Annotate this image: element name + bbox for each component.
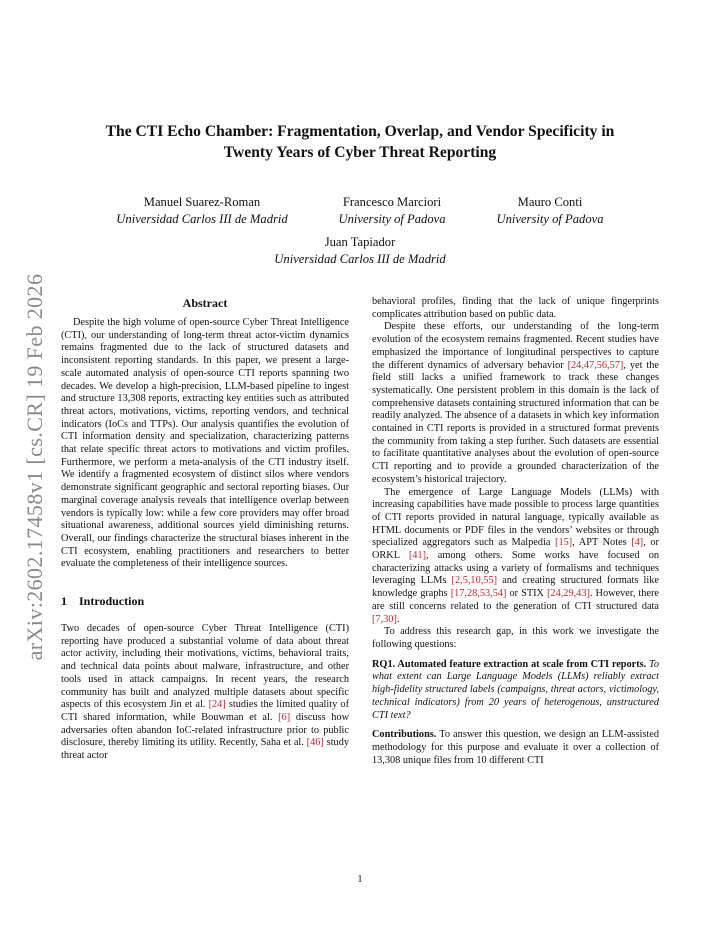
author-affiliation: University of Padova xyxy=(496,212,604,226)
text-run: . xyxy=(396,613,400,625)
citation-link[interactable]: [15] xyxy=(555,537,573,549)
text-run: , among others. Some works have focused on characterizing attacks using a variety of formalisms and techniques leveraging LLMs xyxy=(372,550,659,587)
author-affiliation: Universidad Carlos III de Madrid xyxy=(274,252,446,266)
contributions-text: To answer this question, we design an LLM-assisted methodology for this purpose and evaluate it over a collection of 13,308 unique files from 10 different CTI xyxy=(372,729,659,766)
citation-link[interactable]: [6] xyxy=(278,711,291,723)
text-run: . However, there are still concerns related to the generation of CTI structured data xyxy=(372,588,660,612)
author-3 xyxy=(476,194,624,228)
abstract-text: Despite the high volume of open-source Cyber Threat Intelligence (CTI), our understanding of long-term threat actor-victim dynamics remains fragmented due to the lack of structured datasets and inconsistent reporting standards. In this paper, we present a large-scale automated analysis of open-source CTI reports spanning two decades. We develop a high-precision, LLM-based pipeline to ingest and structure 13,308 reports, extracting key entities such as attributed threat actors, motivations, victims, reporting vendors, and technical indicators (IoCs and TTPs). Our analysis quantifies the evolution of CTI information density and specialization, characterizing patterns that relate specific threat actors to motivations and victim profiles. Furthermore, we perform a meta-analysis of the CTI industry itself. We identify a fragmented ecosystem of distinct silos where vendors demonstrate significant geographic and sectoral reporting biases. Our marginal coverage analysis reveals that intelligence overlap between vendors is typically low: while a few core providers may offer broad situational awareness, additional sources yield diminishing returns. Overall, our findings characterize the structural biases inherent in the CTI ecosystem, enabling practitioners and researchers to better evaluate the completeness of their intelligence sources. xyxy=(61,317,349,570)
paper-title xyxy=(72,121,648,163)
text-run: Despite these efforts, our understanding of the long-term evolution of the ecosystem remains fragmented. Recent studies have emphasized the importance of longitudinal perspectives to capture the different dynamics of adversary behavior xyxy=(372,321,659,371)
section-title: Introduction xyxy=(79,594,145,609)
arxiv-identifier-text: arXiv:2602.17458v1 [cs.CR] 19 Feb 2026 xyxy=(22,273,47,661)
research-question-1 xyxy=(372,659,659,723)
text-run: or STIX xyxy=(506,588,547,600)
citation-link[interactable]: [17,28,53,54] xyxy=(450,588,507,600)
author-4 xyxy=(210,234,510,268)
author-2 xyxy=(318,194,466,228)
citation-link[interactable]: [46] xyxy=(306,737,324,749)
author-affiliation: University of Padova xyxy=(338,212,446,226)
citation-link[interactable]: [24,29,43] xyxy=(547,588,590,600)
citation-link[interactable]: [41] xyxy=(408,550,426,562)
rq1-label: RQ1. Automated feature extraction at scale from CTI reports. xyxy=(372,658,647,670)
arxiv-identifier xyxy=(18,262,52,672)
author-affiliation: Universidad Carlos III de Madrid xyxy=(116,212,288,226)
text-run: study threat actor xyxy=(61,737,349,762)
author-name: Manuel Suarez-Roman xyxy=(143,195,261,209)
text-run: , or ORKL xyxy=(372,537,659,562)
citation-link[interactable]: [2,5,10,55] xyxy=(451,575,498,587)
text-run: and creating structured formats like knowledge graphs xyxy=(372,575,659,600)
author-name: Mauro Conti xyxy=(517,195,583,209)
text-run: , yet the field still lacks a unified framework to track these changes systematically. One persistent problem in this domain is the lack of comprehensive datasets containing structured information that can be readily analyzed. The absence of a datasets in which key information contained in CTI reports is provided in a structured format prevents the community from taking a step further. Such datasets are essential to facilitate quantitative analyses about the evolution of open-source CTI reporting and to provide a grounded characterization of the ecosystem’s historical trajectory. xyxy=(372,359,659,485)
text-run: The emergence of Large Language Models (LLMs) with increasing capabilities have made possible to process large quantities of CTI reports provided in natural language, typically available as HTML documents or PDF files in the vendors’ websites or through specialized aggregators such as Malpedia xyxy=(372,486,659,549)
intro-paragraph xyxy=(61,623,349,763)
section-heading-introduction xyxy=(61,594,349,609)
text-run: , APT Notes xyxy=(572,537,632,549)
author-name: Juan Tapiador xyxy=(324,235,396,249)
left-column xyxy=(61,296,349,763)
text-run: studies the limited quality of CTI shared information, while Bouwman et al. xyxy=(61,699,349,723)
citation-link[interactable]: [24] xyxy=(208,699,226,711)
paragraph-research-gap: To address this research gap, in this work we investigate the following questions: xyxy=(372,626,659,650)
continued-paragraph: behavioral profiles, finding that the lack of unique fingerprints complicates attribution based on public data. xyxy=(372,296,659,320)
page-number: 1 xyxy=(357,874,363,885)
author-name: Francesco Marciori xyxy=(342,195,442,209)
author-1 xyxy=(92,194,312,228)
text-run: discuss how adversaries often abandon IoC-related infrastructure prior to public disclosure, thereby limiting its utility. Recently, Saha et al. xyxy=(61,711,350,749)
contributions-paragraph xyxy=(372,729,659,767)
citation-link[interactable]: [4] xyxy=(631,537,644,549)
paragraph-prior-work xyxy=(372,321,659,486)
section-number: 1 xyxy=(61,594,67,609)
paragraph-llms xyxy=(372,487,659,627)
citation-link[interactable]: [7,30] xyxy=(372,613,397,625)
abstract-heading: Abstract xyxy=(182,296,228,310)
text-run: Two decades of open-source Cyber Threat Intelligence (CTI) reporting have produced a substantial volume of data about threat actor activity, including their motivations, victims, behavioral traits, and technical data points about malware, infrastructure, and other tools used in attack campaigns. In recent years, the research community has built and analyzed multiple datasets about specific aspects of this ecosystem Jin et al. xyxy=(61,623,349,711)
right-column xyxy=(372,296,659,767)
title-line-2: Twenty Years of Cyber Threat Reporting xyxy=(223,144,497,161)
citation-link[interactable]: [24,47,56,57] xyxy=(567,359,624,371)
rq1-text: To what extent can Large Language Models (LLMs) reliably extract high-fidelity structured labels (campaigns, threat actors, victimology, technical indicators) from 20 years of heterogenous, unstructured CTI text? xyxy=(372,658,659,721)
contributions-label: Contributions. xyxy=(372,729,437,741)
title-line-1: The CTI Echo Chamber: Fragmentation, Overlap, and Vendor Specificity in xyxy=(105,123,615,140)
